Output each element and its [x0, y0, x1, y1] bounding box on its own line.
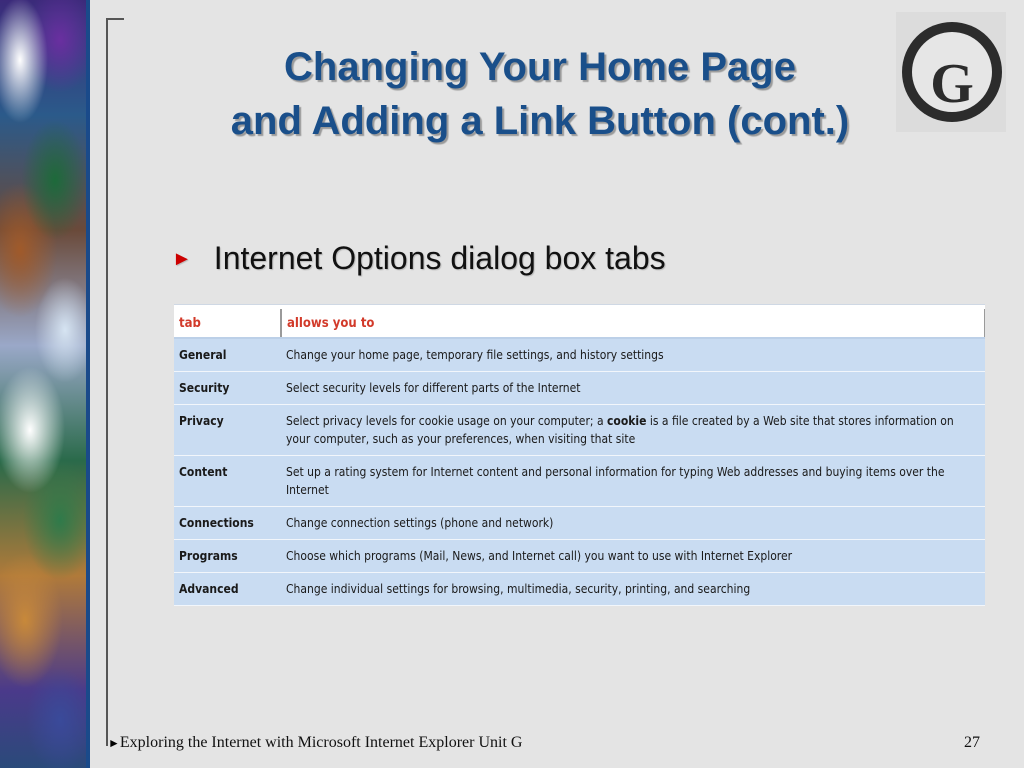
slide-footer	[108, 734, 522, 752]
slide-title	[140, 40, 940, 148]
table-row	[174, 338, 985, 372]
logo-text-unit: Unit	[930, 35, 963, 60]
header-allows: allows you to	[281, 309, 985, 338]
bullet-item	[172, 240, 666, 277]
row-tab: Connections	[174, 507, 281, 540]
table-row	[174, 456, 985, 507]
row-tab: Privacy	[174, 405, 281, 456]
table-row	[174, 540, 985, 573]
bullet-text: Internet Options dialog box tabs	[213, 240, 666, 276]
row-desc-part: is a file created by a Web site that stores information on your computer, such as your preferences, when visiting that site	[286, 414, 954, 446]
row-tab: General	[174, 338, 281, 372]
table-row	[174, 372, 985, 405]
row-desc: Select security levels for different parts of the Internet	[281, 372, 985, 405]
table-row	[174, 405, 985, 456]
row-tab: Content	[174, 456, 281, 507]
row-tab: Advanced	[174, 573, 281, 606]
row-desc: Set up a rating system for Internet content and personal information for typing Web addresses and buying items over the Internet	[281, 456, 985, 507]
bullet-arrow-icon: ►	[172, 248, 192, 270]
row-tab: Security	[174, 372, 281, 405]
strip-edge-line	[86, 0, 90, 768]
row-desc-part: Select privacy levels for cookie usage on your computer; a	[286, 414, 607, 428]
header-tab: tab	[174, 309, 281, 338]
row-desc: Change your home page, temporary file settings, and history settings	[281, 338, 985, 372]
decorative-side-strip	[0, 0, 86, 768]
table-row	[174, 507, 985, 540]
bracket-line	[106, 18, 108, 746]
row-desc: Change connection settings (phone and network)	[281, 507, 985, 540]
row-desc: Change individual settings for browsing, multimedia, security, printing, and searching	[281, 573, 985, 606]
cookie-term: cookie	[607, 414, 647, 428]
unit-g-logo	[896, 12, 1006, 132]
page-number: 27	[964, 734, 980, 751]
footer-text: Exploring the Internet with Microsoft Internet Explorer Unit G	[119, 734, 523, 751]
table-header-row	[174, 309, 985, 338]
table-row	[174, 573, 985, 606]
footer-arrow-icon: ►	[108, 736, 120, 750]
logo-letter: G	[930, 53, 974, 115]
options-table	[174, 304, 985, 606]
title-line-2: and Adding a Link Button (cont.)	[230, 99, 850, 143]
title-line-1: Changing Your Home Page	[284, 45, 796, 89]
row-desc: Choose which programs (Mail, News, and Internet call) you want to use with Internet Explorer	[281, 540, 985, 573]
row-desc	[281, 405, 985, 456]
bracket-tick	[106, 18, 124, 20]
row-tab: Programs	[174, 540, 281, 573]
